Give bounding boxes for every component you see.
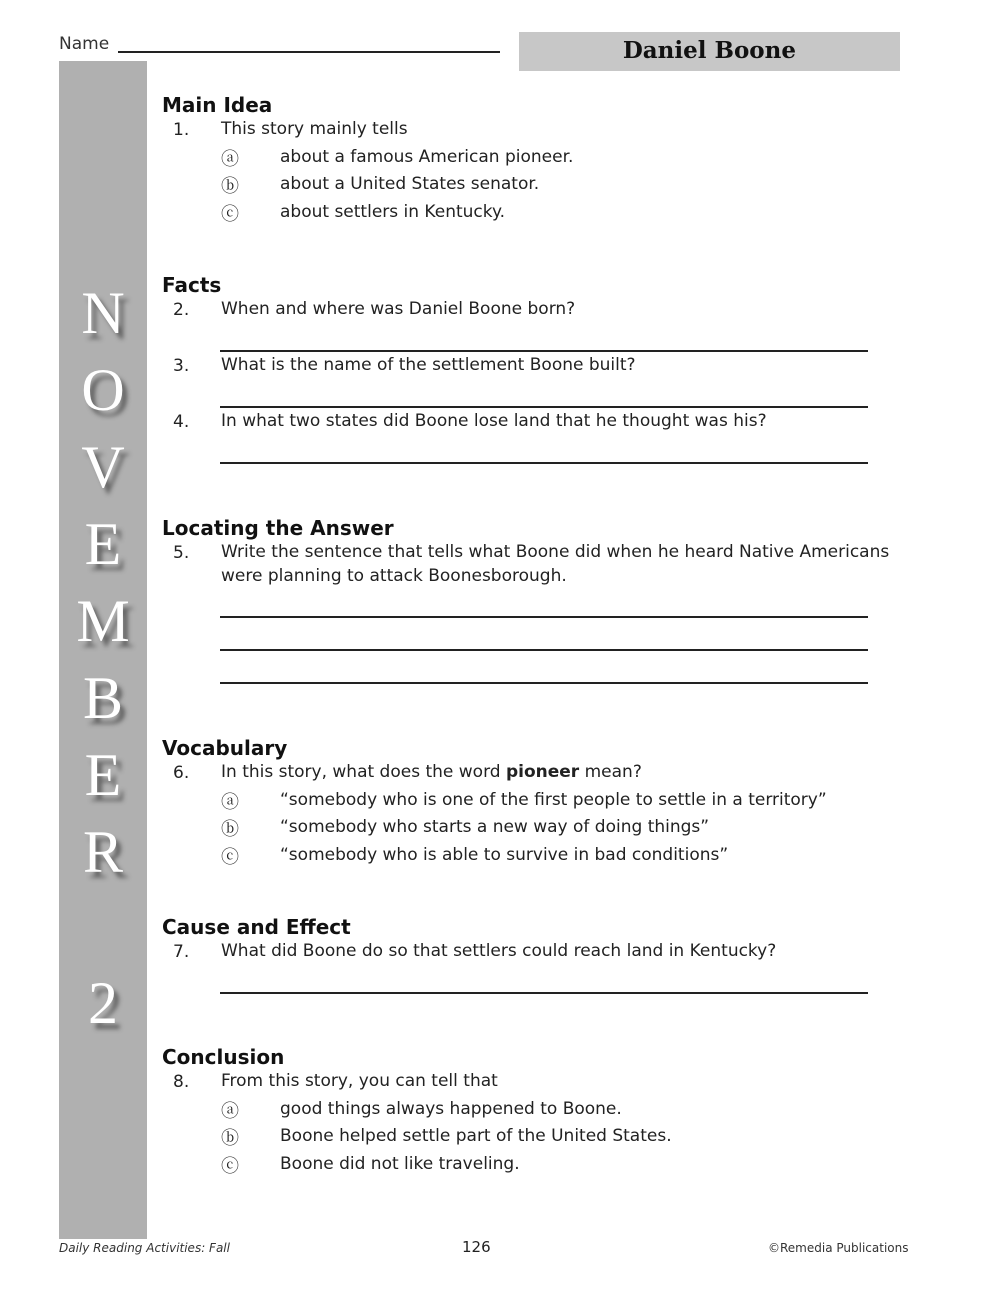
- option-a-bubble[interactable]: ⓐ: [221, 149, 239, 170]
- question-text: When and where was Daniel Boone born?: [221, 299, 576, 319]
- question-number: 2.: [173, 300, 190, 320]
- section-heading-conclusion: Conclusion: [162, 1045, 285, 1069]
- option-b-bubble[interactable]: ⓑ: [221, 1128, 239, 1149]
- section-heading-facts: Facts: [162, 273, 222, 297]
- name-line[interactable]: [118, 51, 500, 53]
- section-heading-vocabulary: Vocabulary: [162, 736, 288, 760]
- answer-line[interactable]: [220, 649, 868, 651]
- option-b-bubble[interactable]: ⓑ: [221, 176, 239, 197]
- option-c-text: “somebody who is able to survive in bad conditions”: [280, 845, 729, 865]
- month-letter: M: [76, 588, 130, 654]
- answer-line[interactable]: [220, 406, 868, 408]
- question-text: In what two states did Boone lose land that he thought was his?: [221, 411, 767, 431]
- option-b-text: “somebody who starts a new way of doing things”: [280, 817, 710, 837]
- option-c-bubble[interactable]: ⓒ: [221, 1156, 239, 1177]
- option-a-bubble[interactable]: ⓐ: [221, 792, 239, 813]
- footer-publisher: ©Remedia Publications: [768, 1241, 909, 1255]
- question-number: 4.: [173, 412, 190, 432]
- option-a-text: good things always happened to Boone.: [280, 1099, 622, 1119]
- question-text-before: In this story, what does the word: [221, 762, 506, 782]
- footer-book-title: Daily Reading Activities: Fall: [59, 1241, 230, 1255]
- month-letter: O: [81, 357, 125, 423]
- option-b-bubble[interactable]: ⓑ: [221, 819, 239, 840]
- question-text: From this story, you can tell that: [221, 1071, 498, 1091]
- question-text-after: mean?: [579, 762, 642, 782]
- question-number: 8.: [173, 1072, 190, 1092]
- month-letter: B: [82, 665, 124, 731]
- question-text: This story mainly tells: [221, 119, 408, 139]
- option-c-text: about settlers in Kentucky.: [280, 202, 506, 222]
- option-c-bubble[interactable]: ⓒ: [221, 847, 239, 868]
- month-letter: E: [84, 511, 122, 577]
- question-number: 3.: [173, 356, 190, 376]
- vocabulary-word: pioneer: [505, 762, 580, 782]
- question-text: What did Boone do so that settlers could reach land in Kentucky?: [221, 941, 777, 961]
- question-text-line-2: were planning to attack Boonesborough.: [221, 566, 567, 586]
- question-number: 5.: [173, 543, 190, 563]
- question-number: 1.: [173, 120, 190, 140]
- question-text: [221, 760, 642, 784]
- option-a-bubble[interactable]: ⓐ: [221, 1101, 239, 1122]
- answer-line[interactable]: [220, 682, 868, 684]
- section-heading-cause-effect: Cause and Effect: [162, 915, 351, 939]
- answer-line[interactable]: [220, 462, 868, 464]
- answer-line[interactable]: [220, 616, 868, 618]
- title-box: [519, 32, 900, 71]
- month-letter: N: [81, 280, 125, 346]
- answer-line[interactable]: [220, 350, 868, 352]
- option-a-text: “somebody who is one of the first people to settle in a territory”: [280, 790, 827, 810]
- question-number: 6.: [173, 763, 190, 783]
- page-title: Daniel Boone: [622, 37, 796, 64]
- option-c-bubble[interactable]: ⓒ: [221, 204, 239, 225]
- option-b-text: about a United States senator.: [280, 174, 540, 194]
- section-heading-main-idea: Main Idea: [162, 93, 273, 117]
- month-letter: V: [81, 434, 125, 500]
- name-label: Name: [59, 34, 110, 54]
- option-c-text: Boone did not like traveling.: [280, 1154, 520, 1174]
- question-text: What is the name of the settlement Boone built?: [221, 355, 636, 375]
- section-heading-locating-answer: Locating the Answer: [162, 516, 394, 540]
- answer-line[interactable]: [220, 992, 868, 994]
- month-side-band: [59, 61, 147, 1239]
- month-letter: R: [82, 819, 124, 885]
- option-b-text: Boone helped settle part of the United States.: [280, 1126, 672, 1146]
- question-number: 7.: [173, 942, 190, 962]
- option-a-text: about a famous American pioneer.: [280, 147, 574, 167]
- month-letter: E: [84, 742, 122, 808]
- day-number: 2: [88, 970, 118, 1036]
- footer-page-number: 126: [462, 1238, 491, 1256]
- question-text-line-1: Write the sentence that tells what Boone did when he heard Native Americans: [221, 542, 890, 562]
